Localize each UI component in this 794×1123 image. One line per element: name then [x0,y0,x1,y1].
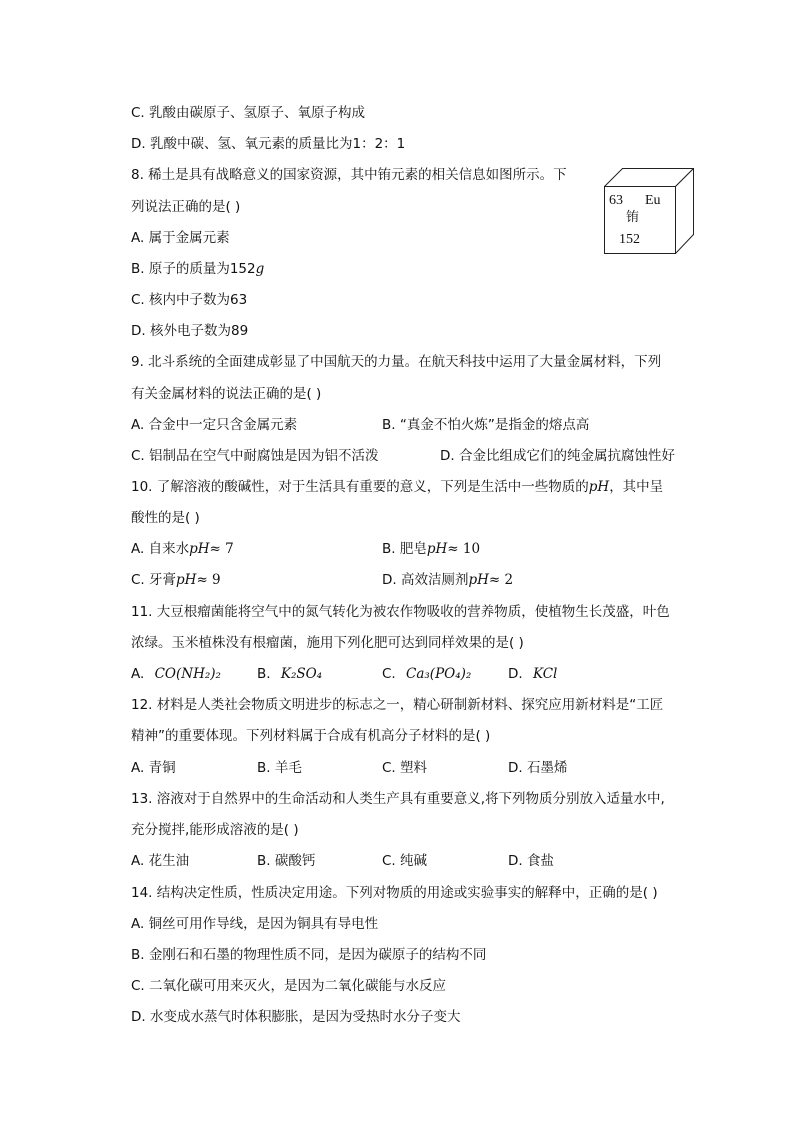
q11-option-c-label: C. [382,666,396,682]
q13-option-b: B. 碳酸钙 [257,853,316,869]
q11-option-b-formula: K₂SO₄ [280,666,323,682]
element-symbol: Eu [645,193,661,208]
q10-stem-line2: 酸性的是( ) [131,510,200,526]
q11-option-a-formula: CO(NH₂)₂ [154,666,221,682]
q12-option-b: B. 羊毛 [257,760,302,776]
q10-option-a [131,540,234,558]
q11-option-b [257,665,322,683]
q13-option-a: A. 花生油 [131,853,190,869]
q10-option-d-ph: pH [468,572,489,588]
q14-stem-line1: 14. 结构决定性质，性质决定用途。下列对物质的用途或实验事实的解释中，正确的是( ) [131,885,658,901]
element-name: 铕 [626,210,640,225]
q11-option-d [508,665,557,683]
q13-option-c: C. 纯碱 [382,853,428,869]
q10-option-c [131,571,221,589]
q14-option-b: B. 金刚石和石墨的物理性质不同，是因为碳原子的结构不同 [131,947,487,963]
q9-option-a: A. 合金中一定只含金属元素 [131,417,298,433]
q7-option-d: D. 乳酸中碳、氢、氧元素的质量比为1：2：1 [131,136,406,152]
q10-option-b-ph: pH [426,541,448,557]
q10-option-d-value: ≈ 2 [488,572,514,588]
q9-option-b: B. “真金不怕火炼”是指金的熔点高 [382,417,590,433]
q13-option-d: D. 食盐 [508,853,554,869]
q10-option-a-label: A. 自来水 [131,541,190,557]
q13-stem-line1: 13. 溶液对于自然界中的生命活动和人类生产具有重要意义,将下列物质分别放入适量水中, [131,791,665,807]
q14-option-d: D. 水变成水蒸气时体积膨胀，是因为受热时水分子变大 [131,1009,461,1025]
q7-option-c: C. 乳酸由碳原子、氢原子、氧原子构成 [131,105,366,121]
q11-option-b-label: B. [257,666,271,682]
q10-option-a-ph: pH [189,541,210,557]
q14-option-c: C. 二氧化碳可用来灭火，是因为二氧化碳能与水反应 [131,978,447,994]
q11-option-d-label: D. [508,666,523,682]
q12-stem-line2: 精神”的重要体现。下列材料属于合成有机高分子材料的是( ) [131,728,491,744]
q11-option-a-label: A. [131,666,145,682]
q10-option-d [382,571,513,589]
q11-option-d-formula: KCl [532,666,558,682]
q8-option-d: D. 核外电子数为89 [131,323,249,339]
q10-stem-line1 [131,478,663,496]
element-cell-box [604,168,694,254]
q8-option-b-text: B. 原子的质量为152 [131,261,256,277]
q8-option-b [131,260,264,278]
q10-stem-text: 10. 了解溶液的酸碱性，对于生活具有重要的意义，下列是生活中一些物质的 [131,479,589,495]
q11-stem-line2: 浓绿。玉米植株没有根瘤菌，施用下列化肥可达到同样效果的是( ) [131,635,524,651]
q8-option-c: C. 核内中子数为63 [131,292,248,308]
q11-stem-line1: 11. 大豆根瘤菌能将空气中的氮气转化为被农作物吸收的营养物质，使植物生长茂盛，叶色 [131,604,670,620]
q12-stem-line1: 12. 材料是人类社会物质文明进步的标志之一，精心研制新材料、探究应用新材料是“工匠 [131,697,664,713]
q8-stem-line2: 列说法正确的是( ) [131,199,241,215]
q11-option-c [382,665,471,683]
q12-option-d: D. 石墨烯 [508,760,568,776]
q10-stem-tail: ，其中呈 [609,479,664,495]
q9-stem-line2: 有关金属材料的说法正确的是( ) [131,386,322,402]
q10-option-c-label: C. 牙膏 [131,572,177,588]
q11-option-a [131,665,221,683]
q14-option-a: A. 铜丝可用作导线，是因为铜具有导电性 [131,916,379,932]
element-cell-figure [604,168,694,254]
element-atomic-mass: 152 [619,232,640,247]
element-atomic-number: 63 [609,193,623,208]
q13-stem-line2: 充分搅拌,能形成溶液的是( ) [131,822,299,838]
q10-option-d-label: D. 高效洁厕剂 [382,572,469,588]
q9-option-c: C. 铝制品在空气中耐腐蚀是因为铝不活泼 [131,448,379,464]
q10-option-a-value: ≈ 7 [209,541,234,557]
q10-option-b-label: B. 肥皂 [382,541,427,557]
q8-option-a: A. 属于金属元素 [131,230,230,246]
q10-ph: pH [588,479,610,495]
q8-stem-line1: 8. 稀土是具有战略意义的国家资源，其中铕元素的相关信息如图所示。下 [131,167,567,183]
q9-stem-line1: 9. 北斗系统的全面建成彰显了中国航天的力量。在航天科技中运用了大量金属材料，下列 [131,354,662,370]
q10-option-c-ph: pH [176,572,197,588]
q10-option-b-value: ≈ 10 [447,541,481,557]
q9-option-d: D. 合金比组成它们的纯金属抗腐蚀性好 [440,448,675,464]
q10-option-c-value: ≈ 9 [196,572,221,588]
q8-option-b-unit: g [255,261,265,277]
q11-option-c-formula: Ca₃(PO₄)₂ [406,666,472,682]
q12-option-c: C. 塑料 [382,760,428,776]
q10-option-b [382,540,480,558]
q12-option-a: A. 青铜 [131,760,176,776]
